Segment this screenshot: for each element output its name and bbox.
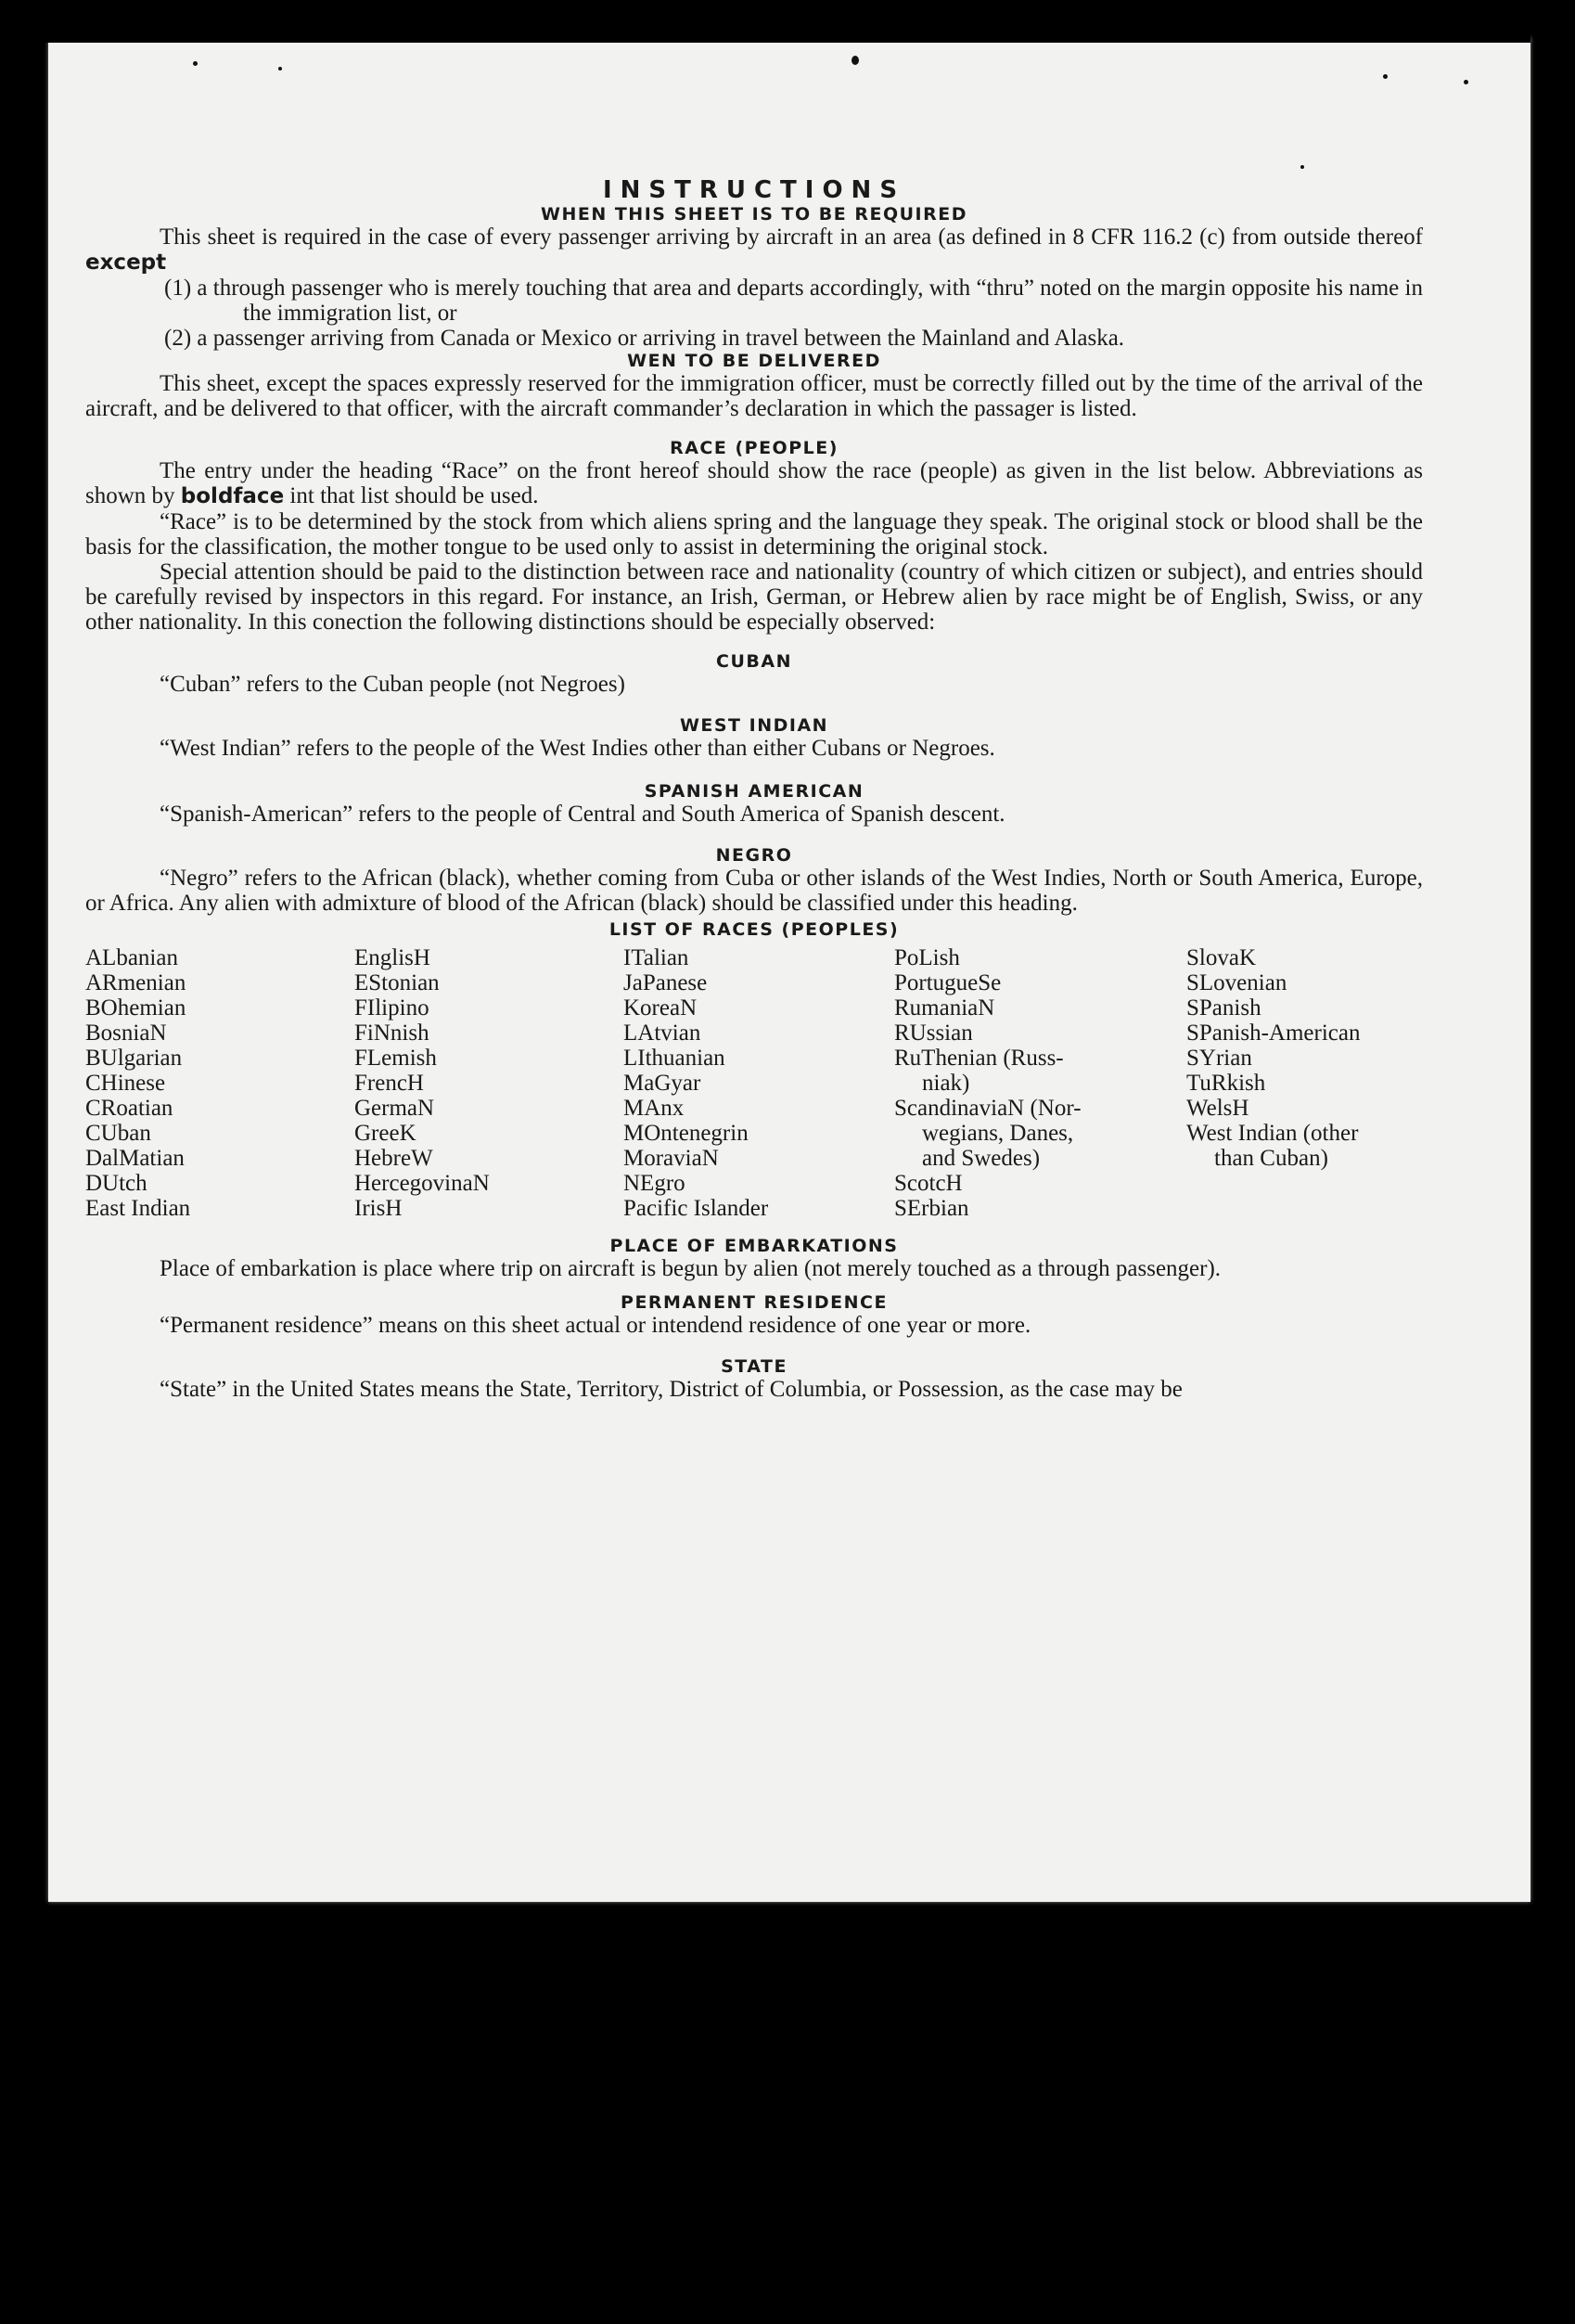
state-text: “State” in the United States means the State, Territory, District of Columbia, or Possession, as the case may be	[160, 1377, 1183, 1402]
race-entry: CUban	[85, 1121, 151, 1146]
race-p1-before: The entry under the heading “Race” on the front hereof should show the race (people) as given in the list below. Abbreviations as shown by	[85, 458, 1423, 508]
race-entry: EnglisH	[354, 945, 430, 970]
race-paragraph-3: Special attention should be paid to the distinction between race and nationality (country of which citizen or subject), and entries should be carefully revised by inspectors in this regard. For instance, an Irish, German, or Hebrew alien by race might be of English, Swiss, or any other nationality. In this conection the following distinctions should be especially observed:	[85, 559, 1423, 635]
race-entry: WelsH	[1186, 1096, 1249, 1121]
section-heading-when-delivered: WEN TO BE DELIVERED	[627, 351, 881, 371]
race-entry: CRoatian	[85, 1096, 173, 1121]
races-column-2	[354, 945, 623, 1221]
section-heading-state: STATE	[721, 1356, 788, 1377]
instructions-content	[85, 176, 1423, 1402]
section-heading-when-required: WHEN THIS SHEET IS TO BE REQUIRED	[540, 204, 967, 225]
section-heading-negro: NEGRO	[715, 845, 793, 866]
race-entry: FiNnish	[354, 1021, 429, 1046]
race-entry: FLemish	[354, 1046, 437, 1071]
race-entry: HebreW	[354, 1146, 433, 1171]
race-entry: MOntenegrin	[623, 1121, 749, 1146]
race-entry-continued: wegians, Danes,	[922, 1121, 1074, 1146]
race-entry: TuRkish	[1186, 1071, 1266, 1096]
negro-text: “Negro” refers to the African (black), whether coming from Cuba or other islands of the West Indies, North or South America, Europe, or Africa. Any alien with admixture of blood of the African (black) should be classified under this heading.	[85, 866, 1423, 916]
when-required-text	[85, 225, 1423, 276]
race-entry: SYrian	[1186, 1046, 1252, 1071]
races-column-5	[1186, 945, 1423, 1221]
race-entry: LAtvian	[623, 1021, 701, 1046]
race-entry: FIlipino	[354, 995, 429, 1021]
race-entry: BosniaN	[85, 1021, 167, 1046]
race-entry: SLovenian	[1186, 970, 1287, 995]
race-entry: RUssian	[894, 1021, 973, 1046]
races-list	[85, 945, 1423, 1221]
section-heading-west-indian: WEST INDIAN	[679, 715, 829, 736]
race-entry: DalMatian	[85, 1146, 185, 1171]
race-entry: KoreaN	[623, 995, 698, 1021]
section-heading-permanent-residence: PERMANENT RESIDENCE	[621, 1292, 888, 1313]
race-entry-continued: than Cuban)	[1214, 1146, 1328, 1171]
race-entry: RumaniaN	[894, 995, 995, 1021]
section-heading-cuban: CUBAN	[716, 651, 792, 672]
permanent-residence-text: “Permanent residence” means on this sheet actual or intendend residence of one year or more.	[160, 1313, 1031, 1338]
section-heading-embarkation: PLACE OF EMBARKATIONS	[609, 1236, 899, 1256]
race-entry: ALbanian	[85, 945, 178, 970]
race-entry: SPanish-American	[1186, 1021, 1361, 1046]
race-entry: FrencH	[354, 1071, 424, 1096]
race-entry: GermaN	[354, 1096, 435, 1121]
race-entry: LIthuanian	[623, 1046, 725, 1071]
race-entry: SlovaK	[1186, 945, 1256, 970]
page-title: INSTRUCTIONS	[602, 176, 906, 204]
when-required-item-2: (2) a passenger arriving from Canada or Mexico or arriving in travel between the Mainland and Alaska.	[164, 326, 1125, 351]
race-entry: ScotcH	[894, 1171, 963, 1196]
race-entry: West Indian (other	[1186, 1121, 1359, 1146]
races-column-4	[894, 945, 1186, 1221]
race-entry: PortugueSe	[894, 970, 1002, 995]
section-heading-spanish-american: SPANISH AMERICAN	[644, 781, 864, 802]
race-entry: MaGyar	[623, 1071, 701, 1096]
race-entry: MoraviaN	[623, 1146, 719, 1171]
except-word: except	[85, 250, 167, 275]
race-entry: BOhemian	[85, 995, 186, 1021]
race-entry: ITalian	[623, 945, 689, 970]
races-column-3	[623, 945, 894, 1221]
race-entry: DUtch	[85, 1171, 147, 1196]
race-entry: ARmenian	[85, 970, 186, 995]
page-body	[48, 37, 1530, 1902]
race-entry: MAnx	[623, 1096, 685, 1121]
embarkation-text: Place of embarkation is place where trip on aircraft is begun by alien (not merely touched as a through passenger).	[160, 1256, 1222, 1281]
race-entry: ScandinaviaN (Nor-	[894, 1096, 1082, 1121]
section-heading-list-of-races: LIST OF RACES (PEOPLES)	[608, 919, 900, 940]
race-entry: NEgro	[623, 1171, 685, 1196]
race-entry: HercegovinaN	[354, 1171, 490, 1196]
race-entry: BUlgarian	[85, 1046, 183, 1071]
when-required-item-1: (1) a through passenger who is merely touching that area and departs accordingly, with “thru” noted on the margin opposite his name in the immigration list, or	[164, 276, 1423, 326]
spanish-american-text: “Spanish-American” refers to the people of Central and South America of Spanish descent.	[160, 802, 1005, 827]
race-paragraph-1	[85, 458, 1423, 509]
race-entry-continued: and Swedes)	[922, 1146, 1041, 1171]
race-entry: RuThenian (Russ-	[894, 1046, 1064, 1071]
race-p1-bold: boldface	[180, 484, 285, 508]
race-entry: SPanish	[1186, 995, 1261, 1021]
race-entry: PoLish	[894, 945, 960, 970]
race-entry-continued: niak)	[922, 1071, 970, 1096]
when-delivered-text: This sheet, except the spaces expressly reserved for the immigration officer, must be correctly filled out by the time of the arrival of the aircraft, and be delivered to that officer, with the aircraft commander’s declaration in which the passager is listed.	[85, 371, 1423, 421]
race-entry: Pacific Islander	[623, 1196, 769, 1221]
race-entry: JaPanese	[623, 970, 708, 995]
race-paragraph-2: “Race” is to be determined by the stock from which aliens spring and the language they speak. The original stock or blood shall be the basis for the classification, the mother tongue to be used only to assist in determining the original stock.	[85, 509, 1423, 559]
section-heading-race: RACE (PEOPLE)	[670, 438, 839, 458]
race-entry: EStonian	[354, 970, 440, 995]
race-p1-after: int that list should be used.	[289, 483, 539, 508]
when-required-intro: This sheet is required in the case of every passenger arriving by aircraft in an area (as defined in 8 CFR 116.2 (c) from outside thereof	[160, 225, 1423, 250]
race-entry: SErbian	[894, 1196, 969, 1221]
west-indian-text: “West Indian” refers to the people of the West Indies other than either Cubans or Negroes.	[160, 736, 995, 761]
race-entry: IrisH	[354, 1196, 403, 1221]
race-entry: CHinese	[85, 1071, 166, 1096]
race-entry: GreeK	[354, 1121, 416, 1146]
races-column-1	[85, 945, 354, 1221]
race-entry: East Indian	[85, 1196, 191, 1221]
cuban-text: “Cuban” refers to the Cuban people (not Negroes)	[160, 672, 625, 697]
